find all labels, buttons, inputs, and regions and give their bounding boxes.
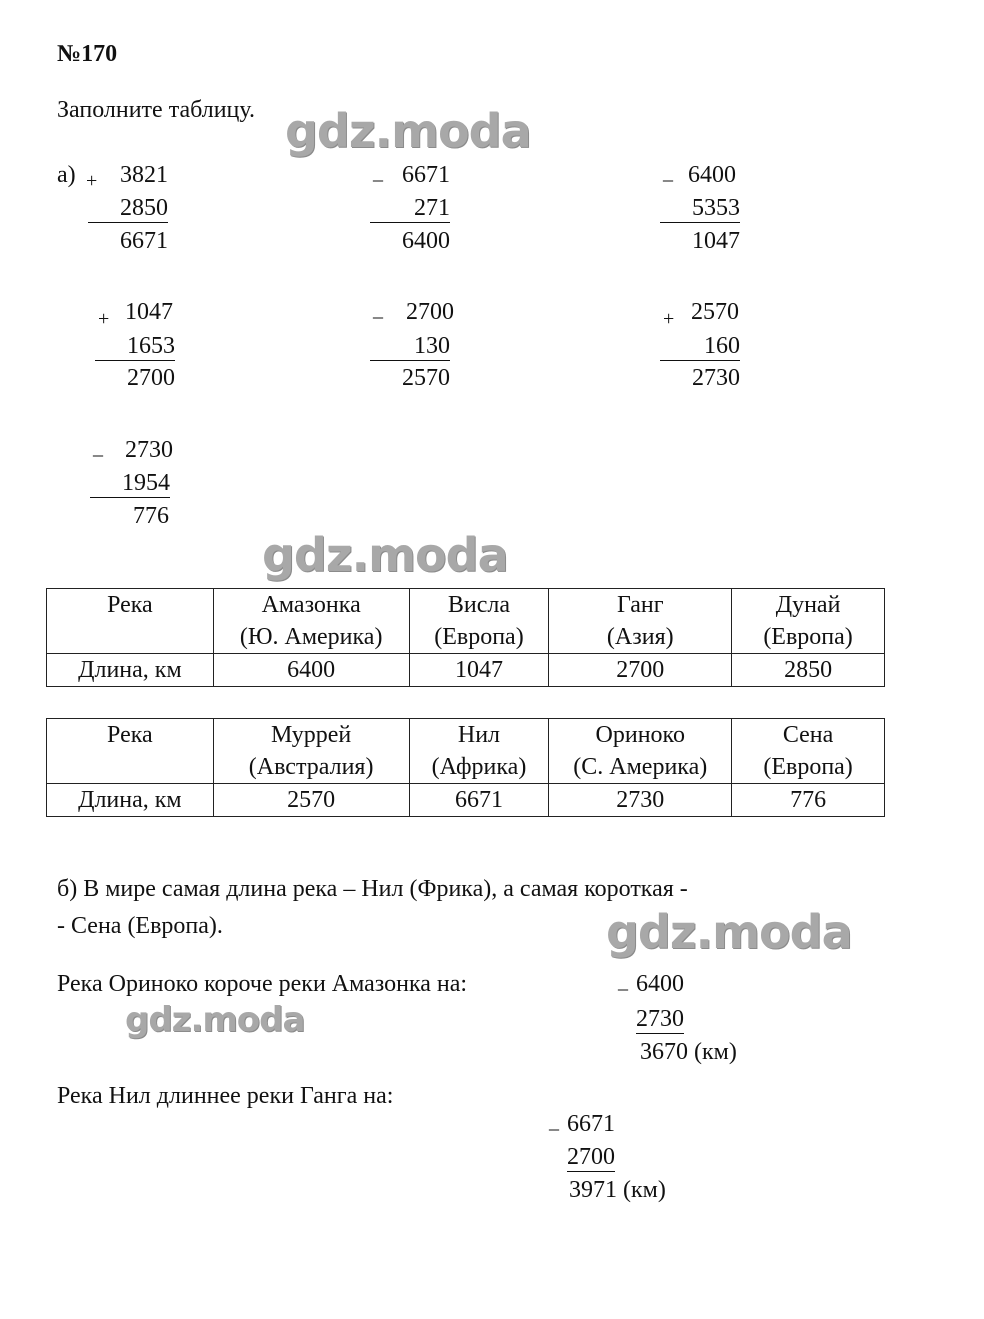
instruction: Заполните таблицу. [57, 97, 255, 123]
watermark: gdz.moda [606, 905, 852, 959]
op-operand: 6671 [567, 1111, 615, 1137]
op-sign: + [86, 170, 98, 192]
op-operand: 6671 [402, 162, 450, 188]
river-name: Висла [447, 592, 511, 618]
river-length: 6671 [409, 784, 549, 817]
op-sign: _ [373, 299, 383, 321]
op-operand: 271 [370, 196, 450, 223]
op-result: 6671 [120, 228, 168, 254]
river-region: (Африка) [431, 754, 527, 780]
table-river-cell [213, 589, 409, 654]
watermark: gdz.moda [262, 528, 508, 582]
op-operand: 6400 [688, 162, 736, 188]
op-sign: _ [663, 162, 673, 184]
river-region: (Европа) [434, 624, 524, 650]
river-name: Дунай [775, 592, 841, 618]
table-river-cell [549, 589, 732, 654]
op-result: 2700 [127, 365, 175, 391]
river-name: Нил [457, 722, 501, 748]
river-region: (Ю. Америка) [239, 624, 383, 650]
op-result: 2570 [402, 365, 450, 391]
op-operand: 2730 [636, 1006, 684, 1032]
op-operand: 5353 [660, 196, 740, 223]
op-operand: 2570 [691, 299, 739, 325]
river-length: 2570 [213, 784, 409, 817]
op-sign: _ [618, 971, 628, 993]
op-sign: _ [549, 1111, 559, 1133]
op-sign: + [98, 308, 110, 330]
question-2: Река Нил длиннее реки Ганга на: [57, 1083, 394, 1109]
table-river-cell [409, 719, 549, 784]
watermark: gdz.moda [285, 104, 531, 158]
part-b-line2: - Сена (Европа). [57, 913, 223, 939]
op-result: 3670 (км) [640, 1039, 737, 1065]
river-region: (Азия) [606, 624, 674, 650]
op-result: 6400 [402, 228, 450, 254]
river-name: Сена [782, 722, 834, 748]
river-region: (Австралия) [248, 754, 374, 780]
river-length: 2700 [549, 654, 732, 687]
river-name: Амазонка [261, 592, 361, 618]
question-1: Река Ориноко короче реки Амазонка на: [57, 971, 468, 997]
op-operand: 6400 [636, 971, 684, 997]
op-result: 1047 [692, 228, 740, 254]
river-length: 2850 [732, 654, 885, 687]
river-length: 6400 [213, 654, 409, 687]
op-operand: 1047 [125, 299, 173, 325]
river-name: Ганг [616, 592, 664, 618]
river-table-2 [46, 718, 885, 817]
op-operand: 2700 [406, 299, 454, 325]
op-operand: 160 [660, 334, 740, 361]
river-length: 776 [732, 784, 885, 817]
op-sign: _ [373, 162, 383, 184]
op-operand: 2850 [88, 196, 168, 223]
part-a-label: а) [57, 162, 76, 188]
table-header-length: Длина, км [47, 784, 214, 817]
part-b-line1: б) В мире самая длина река – Нил (Фрика), а самая короткая - [57, 876, 688, 902]
river-region: (С. Америка) [573, 754, 708, 780]
table-river-cell [409, 589, 549, 654]
problem-number: №170 [57, 41, 118, 67]
op-sign: + [663, 308, 675, 330]
op-result: 3971 (км) [569, 1177, 666, 1203]
op-operand: 2700 [567, 1144, 615, 1170]
table-header-river: Река [47, 719, 214, 784]
river-region: (Европа) [763, 624, 853, 650]
watermark: gdz.moda [125, 1000, 305, 1040]
table-header-length: Длина, км [47, 654, 214, 687]
op-sign: _ [93, 437, 103, 459]
river-name: Ориноко [595, 722, 685, 748]
table-header-river: Река [47, 589, 214, 654]
river-length: 2730 [549, 784, 732, 817]
op-operand: 2730 [125, 437, 173, 463]
op-result: 2730 [692, 365, 740, 391]
table-river-cell [213, 719, 409, 784]
table-river-cell [549, 719, 732, 784]
op-result: 776 [133, 503, 169, 529]
river-region: (Европа) [763, 754, 853, 780]
op-operand: 130 [370, 334, 450, 361]
table-river-cell [732, 719, 885, 784]
river-name: Муррей [270, 722, 352, 748]
op-operand: 1954 [90, 471, 170, 498]
table-river-cell [732, 589, 885, 654]
op-operand: 1653 [95, 334, 175, 361]
river-table-1 [46, 588, 885, 687]
river-length: 1047 [409, 654, 549, 687]
op-operand: 3821 [120, 162, 168, 188]
